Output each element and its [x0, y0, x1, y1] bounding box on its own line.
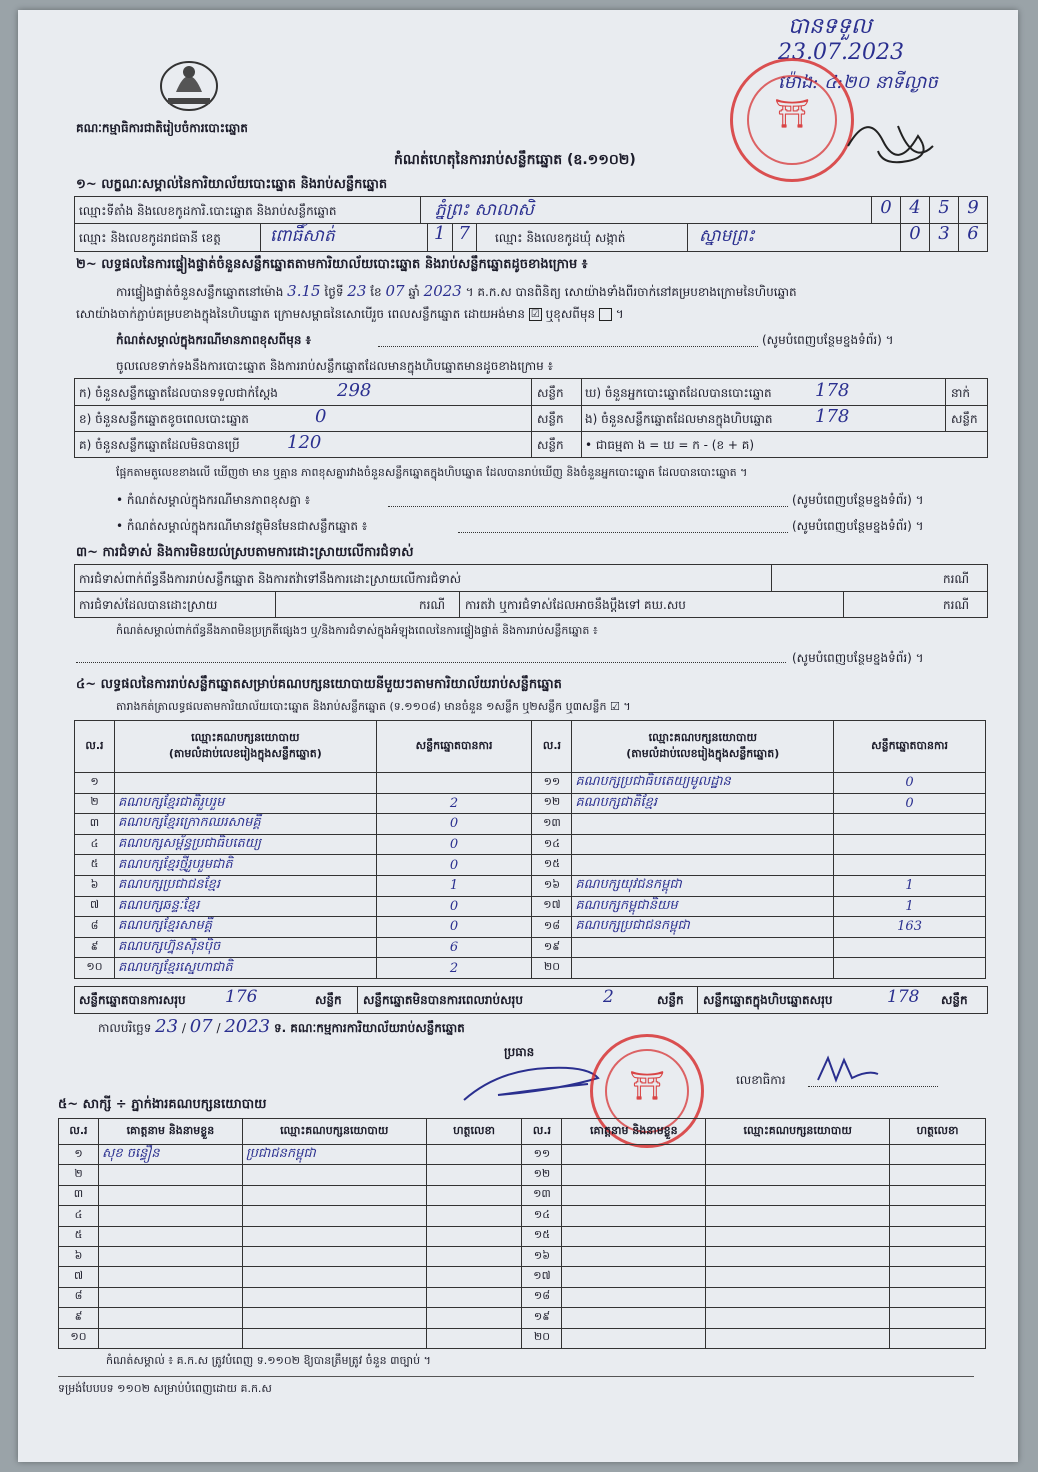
vote-count — [834, 937, 986, 958]
row-number: ១៩ — [532, 937, 572, 958]
row-number: ២ — [75, 793, 115, 814]
secretary-signature — [808, 1050, 888, 1090]
figures-box: ក) ចំនួនសន្លឹកឆ្នោតដែលបានទទួលជាក់ស្តែង 298 សន្លឹក ខ) ចំនួនសន្លឹកឆ្នោតខូចពេលបោះឆ្នោត 0 សន្លឹក គ) ចំនួនសន្លឹកឆ្នោតដែលមិនបានប្រើ 120 សន្លឹក ឃ) ចំនួនអ្នកបោះឆ្នោតដែលបានបោះឆ្នោត 178 នាក់ ង) ចំនួនសន្លឹកឆ្នោតដែលមានក្នុងហិបឆ្នោត 178 សន្លឹក • ជាធម្មតា ង = ឃ = ក - (ខ + គ) — [74, 378, 988, 458]
party-name — [572, 834, 834, 855]
witness-name — [562, 1145, 706, 1165]
row-number: ៣ — [59, 1185, 99, 1205]
row-number: ១ — [59, 1145, 99, 1165]
vote-count: 0 — [834, 773, 986, 794]
witness-signature — [890, 1206, 986, 1226]
total-invalid: 2 — [603, 987, 614, 1007]
objection-box: ការជំទាស់ពាក់ព័ន្ធនឹងការរាប់សន្លឹកឆ្នោត និងការតវ៉ាទៅនឹងការដោះស្រាយលើការជំទាស់ ករណី ការជំទាស់ដែលបានដោះស្រាយ ករណី ការតវ៉ា ឬការជំទាស់ដែលអាចនឹងប្តឹងទៅ គឃ.សប ករណី — [74, 564, 988, 618]
checkbox-different[interactable] — [599, 308, 612, 321]
party-name: គណបក្សហ្វ៊ុនស៊ិនប៉ិច — [114, 937, 376, 958]
commune-code: 0 3 6 — [900, 223, 987, 251]
witness-party — [242, 1226, 426, 1246]
witness-name — [98, 1246, 242, 1266]
party-name — [114, 773, 376, 794]
row-number: ៥ — [59, 1226, 99, 1246]
witness-party — [706, 1206, 890, 1226]
witness-row — [59, 1185, 986, 1205]
party-name: គណបក្សប្រជាជនកម្ពុជា — [572, 917, 834, 938]
spoiled-count-value: 0 — [315, 406, 327, 427]
witness-signature — [890, 1145, 986, 1165]
witness-signature — [426, 1308, 522, 1328]
witness-name — [98, 1308, 242, 1328]
section1-title: ១~ លក្ខណៈសម្គាល់នៃការិយាល័យបោះឆ្នោត និងរាប់សន្លឹកឆ្នោត — [76, 177, 388, 192]
chair-label: ប្រធាន — [504, 1045, 535, 1059]
row-number: ១៩ — [522, 1308, 562, 1328]
party-name — [572, 958, 834, 979]
objection-resolved: ការជំទាស់ដែលបានដោះស្រាយ — [79, 598, 218, 612]
witness-name — [562, 1226, 706, 1246]
form-sheet: គណៈកម្មាធិការជាតិរៀបចំការបោះឆ្នោត កំណត់ហេតុនៃការរាប់សន្លឹកឆ្នោត (ឧ.១១០២) បានទទួល 23.07.2023 ម៉ោង: ៤:២០ នាទីល្ងាច ⛩ ១~ លក្ខណៈសម្គាល់នៃការិយាល័យបោះឆ្នោត និងរាប់សន្លឹកឆ្នោត ឈ្មោះទីតាំង និងលេខកូដការិ.បោះឆ្នោត និងរាប់សន្លឹកឆ្នោត ភ្នំព្រះ សាលាសិ 0 4 5 9 ឈ្មោះ និងលេខកូដរាជធានី ខេត្ត ពោធិ៍សាត់ 1 7 ឈ្មោះ និងលេខកូដឃុំ សង្កាត់ ស្នាមព្រះ 0 3 6 ២~ លទ្ធផលនៃការផ្ទៀងផ្ទាត់ចំនួនសន្លឹកឆ្នោតតាមការិយាល័យបោះឆ្នោត និងរាប់សន្លឹកឆ្នោតដូចខាងក្រោម ៖ ការផ្ទៀងផ្ទាត់ចំនួនសន្លឹកឆ្នោតនៅម៉ោង 3.15 ថ្ងៃទី 23 ខែ 07 ឆ្នាំ 2023 ។ គ.ក.ស បានពិនិត្យ សោយ៉ាងទាំងពីរចាក់នៅគម្របខាងក្រោមនៃហិបឆ្នោត សោយ៉ាងចាក់ភ្ជាប់គម្របខាងក្នុងនៃហិបឆ្នោត ក្រោមសម្ពាធនៃសោបើរួច ពេលសន្លឹកឆ្នោត ដោយអង់មាន ☑ ឬខុសពីមុន ។ កំណត់សម្គាល់ក្នុងករណីមានភាពខុសពីមុន ៖ (សូមបំពេញបន្ថែមខ្នងទំព័រ) ។ ចូលលេខទាក់ទងនឹងការបោះឆ្នោត និងការរាប់សន្លឹកឆ្នោតដែលមានក្នុងហិបឆ្នោតមានដូចខាងក្រោម ៖ ក) ចំនួនសន្លឹកឆ្នោតដែលបានទទួលជាក់ស្តែង 298 សន្លឹក ខ) ចំនួនសន្លឹកឆ្នោតខូចពេលបោះឆ្នោត 0 សន្លឹក គ) ចំនួនសន្លឹកឆ្នោតដែលមិនបានប្រើ 120 សន្លឹក ឃ) ចំនួនអ្នកបោះឆ្នោតដែលបានបោះឆ្នោត 178 នាក់ ង) ចំនួនសន្លឹកឆ្នោតដែលមានក្នុងហិបឆ្នោត 178 សន្លឹក • ជាធម្មតា ង = ឃ = ក - (ខ + គ) ផ្អែកតាមតួលេខខាងលើ ឃើញថា មាន ឬគ្មាន ភាពខុសគ្នារវាងចំនួនសន្លឹកឆ្នោតក្នុងហិបឆ្នោត ដែលបានរាប់ឃើញ និងចំនួនអ្នកបោះឆ្នោត ដែលបានបោះឆ្នោត ។ • កំណត់សម្គាល់ក្នុងករណីមានភាពខុសគ្នា ៖ (សូមបំពេញបន្ថែមខ្នងទំព័រ) ។ • កំណត់សម្គាល់ក្នុងករណីមានវត្ថុមិនមែនជាសន្លឹកឆ្នោត ៖ (សូមបំពេញបន្ថែមខ្នងទំព័រ) ។ ៣~ ការជំទាស់ និងការមិនយល់ស្របតាមការដោះស្រាយលើការជំទាស់ ការជំទាស់ពាក់ព័ន្ធនឹងការរាប់សន្លឹកឆ្នោត និងការតវ៉ាទៅនឹងការដោះស្រាយលើការជំទាស់ ករណី ការជំទាស់ដែលបានដោះស្រាយ ករណី ការតវ៉ា ឬការជំទាស់ដែលអាចនឹងប្តឹងទៅ គឃ.សប ករណី កំណត់សម្គាល់ពាក់ព័ន្ធនឹងភាពមិនប្រក្រតីផ្សេងៗ ឬ/និងការជំទាស់ក្នុងអំឡុងពេលនៃការផ្ទៀងផ្ទាត់ និងការរាប់សន្លឹកឆ្នោត ៖ (សូមបំពេញបន្ថែមខ្នងទំព័រ) ។ ៤~ លទ្ធផលនៃការរាប់សន្លឹកឆ្នោតសម្រាប់គណបក្សនយោបាយនីមួយៗតាមការិយាល័យរាប់សន្លឹកឆ្នោត តារាងកត់ត្រាលទ្ធផលតាមការិយាល័យបោះឆ្នោត និងរាប់សន្លឹកឆ្នោត (ទ.១១០៨) មានចំនួន ១សន្លឹក ឬ២សន្លឹក ឬ៣សន្លឹក ☑ ។ ល.រ ឈ្មោះគណបក្សនយោបាយ (តាមលំដាប់លេខរៀងក្នុងសន្លឹកឆ្នោត) សន្លឹកឆ្នោតបានការ ល.រ ឈ្មោះគណបក្សនយោបាយ (តាមលំដាប់លេខរៀងក្នុងសន្លឹកឆ្នោត) សន្លឹកឆ្នោតបានការ ១ ១១ គណបក្សប្រជាធិបតេយ្យមូលដ្ឋាន 0 ២ គណបក្សខ្មែរជាតិរួបរួម 2 ១២ គណបក្សជាតិខ្មែរ 0 ៣ គណបក្សខ្មែរក្រោកឈរសាមគ្គី 0 ១៣ ៤ គណបក្សសម្ព័ន្ធប្រជាធិបតេយ្យ 0 ១៤ ៥ គណបក្សខ្មែរថ្មីរួបរួមជាតិ 0 ១៥ ៦ គណបក្សប្រជាជនខ្មែរ 1 ១៦ គណបក្សយុវជនកម្ពុជា 1 ៧ គណបក្សឆន្ទៈខ្មែរ 0 ១៧ គណបក្សកម្ពុជានិយម 1 ៨ គណបក្សខ្មែរសាមគ្គី 0 ១៨ គណបក្សប្រជាជនកម្ពុជា 163 ៩ គណបក្សហ្វ៊ុនស៊ិនប៉ិច 6 ១៩ ១០ គណបក្សខ្មែរស្នេហាជាតិ 2 ២០ សន្លឹកឆ្នោតបានការសរុប 176 សន្លឹក សន្លឹកឆ្នោតមិនបានការពេលរាប់សរុប 2 សន្លឹក សន្លឹកឆ្នោតក្នុងហិបឆ្នោតសរុប 178 សន្លឹក កាលបរិច្ឆេទ 23 / 07 / 2023 ទ. គណៈកម្មការការិយាល័យរាប់សន្លឹកឆ្នោត ប្រធាន ⛩ លេខាធិការ ៥~ សាក្សី ÷ ភ្នាក់ងារគណបក្សនយោបាយ ល.រ គោត្តនាម និងនាមខ្លួន ឈ្មោះគណបក្សនយោបាយ ហត្ថលេខា ល.រ គោត្តនាម និងនាមខ្លួន ឈ្មោះគណបក្សនយោបាយ ហត្ថលេខា ១ សុខ ចន្ធឿន ប្រជាជនកម្ពុជា ១១ ២ ១២ ៣ ១៣ ៤ ១៤ ៥ ១៥ ៦ ១៦ ៧ ១៧ ៨ ១៨ ៩ ១៩ ១០ ២០ កំណត់សម្គាល់ ៖ គ.ក.ស ត្រូវបំពេញ ទ.១១០២ ឱ្យបានត្រឹមត្រូវ ចំនួន ៣ច្បាប់ ។ ទម្រង់បែបបទ ១១០២ សម្រាប់បំពេញដោយ គ.ក.ស — [18, 10, 1018, 1462]
witness-row — [59, 1287, 986, 1307]
row-number: ១៧ — [532, 896, 572, 917]
voters-count-label: ឃ) ចំនួនអ្នកបោះឆ្នោតដែលបានបោះឆ្នោត — [585, 386, 772, 400]
vote-count: 2 — [376, 793, 532, 814]
results-row — [75, 937, 986, 958]
witness-party — [242, 1185, 426, 1205]
formula: • ជាធម្មតា ង = ឃ = ក - (ខ + គ) — [585, 438, 755, 452]
results-row — [75, 875, 986, 896]
witness-name — [98, 1185, 242, 1205]
witness-signature — [426, 1246, 522, 1266]
row-number: ១២ — [522, 1165, 562, 1185]
discrepancy-check: ផ្អែកតាមតួលេខខាងលើ ឃើញថា មាន ឬគ្មាន ភាពខុសគ្នារវាងចំនួនសន្លឹកឆ្នោតក្នុងហិបឆ្នោត ដែលបានរាប់ឃើញ និងចំនួនអ្នកបោះឆ្នោត ដែលបានបោះឆ្នោត ។ — [116, 466, 748, 479]
party-name — [572, 937, 834, 958]
witness-row — [59, 1206, 986, 1226]
royal-emblem-icon — [154, 52, 224, 114]
verify-hour: 3.15 — [287, 282, 321, 300]
row-number: ១០ — [59, 1328, 99, 1348]
results-row — [75, 917, 986, 938]
witness-party — [706, 1185, 890, 1205]
party-name: គណបក្សប្រជាធិបតេយ្យមូលដ្ឋាន — [572, 773, 834, 794]
witness-party — [242, 1246, 426, 1266]
row-number: ១៦ — [532, 875, 572, 896]
verify-year: 2023 — [423, 282, 462, 300]
tally-sheet-count: តារាងកត់ត្រាលទ្ធផលតាមការិយាល័យបោះឆ្នោត និងរាប់សន្លឹកឆ្នោត (ទ.១១០៨) មានចំនួន ១សន្លឹក ឬ២សន្លឹក ឬ៣សន្លឹក ☑ ។ — [116, 700, 631, 713]
section2-title: ២~ លទ្ធផលនៃការផ្ទៀងផ្ទាត់ចំនួនសន្លឹកឆ្នោតតាមការិយាល័យបោះឆ្នោត និងរាប់សន្លឹកឆ្នោតដូចខាងក្រោម ៖ — [76, 257, 588, 272]
party-name: គណបក្សខ្មែរសាមគ្គី — [114, 917, 376, 938]
witness-signature — [890, 1185, 986, 1205]
commune-value: ស្នាមព្រះ — [699, 226, 755, 246]
party-name: គណបក្សកម្ពុជានិយម — [572, 896, 834, 917]
unused-count-label: គ) ចំនួនសន្លឹកឆ្នោតដែលមិនបានប្រើ — [79, 438, 240, 452]
vote-count: 0 — [376, 814, 532, 835]
objection-row1: ការជំទាស់ពាក់ព័ន្ធនឹងការរាប់សន្លឹកឆ្នោត និងការតវ៉ាទៅនឹងការដោះស្រាយលើការជំទាស់ — [79, 572, 462, 586]
vote-count: 6 — [376, 937, 532, 958]
province-label: ឈ្មោះ និងលេខកូដរាជធានី ខេត្ត — [79, 231, 221, 245]
witness-signature — [426, 1165, 522, 1185]
box-count-value: 178 — [815, 406, 850, 427]
party-name: គណបក្សឆន្ទៈខ្មែរ — [114, 896, 376, 917]
row-number: ៩ — [59, 1308, 99, 1328]
results-row — [75, 958, 986, 979]
results-row — [75, 896, 986, 917]
received-count-label: ក) ចំនួនសន្លឹកឆ្នោតដែលបានទទួលជាក់ស្តែង — [79, 386, 278, 400]
witness-name — [98, 1226, 242, 1246]
row-number: ៥ — [75, 855, 115, 876]
discrepancy-note: • កំណត់សម្គាល់ក្នុងករណីមានភាពខុសគ្នា ៖ — [116, 493, 311, 507]
witness-party: ប្រជាជនកម្ពុជា — [242, 1145, 426, 1165]
witness-signature — [426, 1267, 522, 1287]
witness-signature — [890, 1287, 986, 1307]
footnote: កំណត់សម្គាល់ ៖ គ.ក.ស ត្រូវបំពេញ ទ.១១០២ ឱ្យបានត្រឹមត្រូវ ចំនួន ៣ច្បាប់ ។ — [106, 1354, 431, 1367]
witness-name: សុខ ចន្ធឿន — [98, 1145, 242, 1165]
witness-name — [98, 1206, 242, 1226]
witness-party — [706, 1267, 890, 1287]
witness-party — [242, 1308, 426, 1328]
witness-name — [562, 1165, 706, 1185]
party-name: គណបក្សជាតិខ្មែរ — [572, 793, 834, 814]
signature-top — [838, 106, 948, 176]
row-number: ១៣ — [522, 1185, 562, 1205]
row-number: ១៥ — [532, 855, 572, 876]
witness-table: ល.រ គោត្តនាម និងនាមខ្លួន ឈ្មោះគណបក្សនយោបាយ ហត្ថលេខា ល.រ គោត្តនាម និងនាមខ្លួន ឈ្មោះគណបក្សនយោបាយ ហត្ថលេខា ១ សុខ ចន្ធឿន ប្រជាជនកម្ពុជា ១១ ២ ១២ ៣ ១៣ ៤ ១៤ ៥ ១៥ ៦ ១៦ ៧ ១៧ ៨ ១៨ ៩ ១៩ ១០ ២០ — [58, 1118, 986, 1349]
results-row — [75, 773, 986, 794]
witness-row — [59, 1308, 986, 1328]
witness-name — [562, 1246, 706, 1266]
party-name: គណបក្សប្រជាជនខ្មែរ — [114, 875, 376, 896]
witness-row — [59, 1246, 986, 1266]
objection-appeal: ការតវ៉ា ឬការជំទាស់ដែលអាចនឹងប្តឹងទៅ គឃ.សប — [465, 598, 686, 612]
irregularity-note: កំណត់សម្គាល់ពាក់ព័ន្ធនឹងភាពមិនប្រក្រតីផ្សេងៗ ឬ/និងការជំទាស់ក្នុងអំឡុងពេលនៃការផ្ទៀងផ្ទាត់ និងការរាប់សន្លឹកឆ្នោត ៖ — [116, 624, 598, 637]
party-name: គណបក្សខ្មែរស្នេហាជាតិ — [114, 958, 376, 979]
witness-signature — [426, 1287, 522, 1307]
spoiled-count-label: ខ) ចំនួនសន្លឹកឆ្នោតខូចពេលបោះឆ្នោត — [79, 412, 249, 426]
row-number: ៧ — [75, 896, 115, 917]
row-number: ១ — [75, 773, 115, 794]
witness-party — [242, 1287, 426, 1307]
results-row — [75, 793, 986, 814]
witness-name — [562, 1287, 706, 1307]
voters-count-value: 178 — [815, 380, 850, 401]
party-name — [572, 855, 834, 876]
witness-signature — [890, 1308, 986, 1328]
witness-signature — [890, 1165, 986, 1185]
verify-line1: ការផ្ទៀងផ្ទាត់ចំនួនសន្លឹកឆ្នោតនៅម៉ោង 3.15 ថ្ងៃទី 23 ខែ 07 ឆ្នាំ 2023 ។ គ.ក.ស បានពិនិត្យ សោយ៉ាងទាំងពីរចាក់នៅគម្របខាងក្រោមនៃហិបឆ្នោត — [116, 282, 797, 300]
row-number: ៤ — [59, 1206, 99, 1226]
commune-label: ឈ្មោះ និងលេខកូដឃុំ សង្កាត់ — [495, 231, 626, 245]
section5-title: ៥~ សាក្សី ÷ ភ្នាក់ងារគណបក្សនយោបាយ — [58, 1097, 267, 1112]
witness-signature — [890, 1226, 986, 1246]
province-code: 1 7 — [427, 223, 477, 251]
official-seal-stamp: ⛩ — [730, 58, 854, 182]
unused-count-value: 120 — [287, 432, 322, 453]
row-number: ១៧ — [522, 1267, 562, 1287]
row-number: ១៦ — [522, 1246, 562, 1266]
row-number: ៦ — [75, 875, 115, 896]
box-count-label: ង) ចំនួនសន្លឹកឆ្នោតដែលមានក្នុងហិបឆ្នោត — [585, 412, 773, 426]
row-number: ១៤ — [522, 1206, 562, 1226]
vote-count — [834, 958, 986, 979]
witness-party — [242, 1206, 426, 1226]
witness-name — [562, 1185, 706, 1205]
witness-row — [59, 1328, 986, 1348]
row-number: ៨ — [75, 917, 115, 938]
row-number: ១៣ — [532, 814, 572, 835]
figures-intro: ចូលលេខទាក់ទងនឹងការបោះឆ្នោត និងការរាប់សន្លឹកឆ្នោតដែលមានក្នុងហិបឆ្នោតមានដូចខាងក្រោម ៖ — [116, 359, 553, 373]
witness-signature — [426, 1226, 522, 1246]
location-label: ឈ្មោះទីតាំង និងលេខកូដការិ.បោះឆ្នោត និងរាប់សន្លឹកឆ្នោត — [79, 204, 337, 218]
vote-count: 163 — [834, 917, 986, 938]
witness-name — [562, 1308, 706, 1328]
verify-line2: សោយ៉ាងចាក់ភ្ជាប់គម្របខាងក្នុងនៃហិបឆ្នោត ក្រោមសម្ពាធនៃសោបើរួច ពេលសន្លឹកឆ្នោត ដោយអង់មាន ☑ ឬខុសពីមុន ។ — [76, 307, 624, 321]
location-value: ភ្នំព្រះ សាលាសិ — [435, 200, 534, 220]
party-name: គណបក្សយុវជនកម្ពុជា — [572, 875, 834, 896]
witness-party — [242, 1165, 426, 1185]
party-name — [572, 814, 834, 835]
party-name: គណបក្សខ្មែរជាតិរួបរួម — [114, 793, 376, 814]
row-number: ៨ — [59, 1287, 99, 1307]
row-number: ៧ — [59, 1267, 99, 1287]
totals-row: សន្លឹកឆ្នោតបានការសរុប 176 សន្លឹក សន្លឹកឆ្នោតមិនបានការពេលរាប់សរុប 2 សន្លឹក សន្លឹកឆ្នោតក្នុងហិបឆ្នោតសរុប 178 សន្លឹក — [74, 986, 988, 1014]
witness-party — [242, 1328, 426, 1348]
row-number: ២ — [59, 1165, 99, 1185]
witness-name — [562, 1267, 706, 1287]
vote-count: 0 — [376, 834, 532, 855]
witness-signature — [426, 1145, 522, 1165]
witness-party — [242, 1267, 426, 1287]
section3-title: ៣~ ការជំទាស់ និងការមិនយល់ស្របតាមការដោះស្រាយលើការជំទាស់ — [76, 545, 414, 560]
committee-seal-stamp: ⛩ — [590, 1034, 704, 1148]
witness-signature — [890, 1328, 986, 1348]
results-row — [75, 855, 986, 876]
witness-party — [706, 1308, 890, 1328]
witness-signature — [426, 1328, 522, 1348]
witness-row — [59, 1267, 986, 1287]
party-name: គណបក្សខ្មែរក្រោកឈរសាមគ្គី — [114, 814, 376, 835]
witness-row — [59, 1226, 986, 1246]
chair-signature — [458, 1050, 608, 1110]
witness-signature — [890, 1267, 986, 1287]
row-number: ៤ — [75, 834, 115, 855]
row-number: ១៤ — [532, 834, 572, 855]
secretary-label: លេខាធិការ — [736, 1073, 786, 1087]
total-in-box: 178 — [887, 987, 920, 1007]
form-title: កំណត់ហេតុនៃការរាប់សន្លឹកឆ្នោត (ឧ.១១០២) — [394, 152, 636, 168]
witness-party — [706, 1328, 890, 1348]
party-name: គណបក្សសម្ព័ន្ធប្រជាធិបតេយ្យ — [114, 834, 376, 855]
witness-party — [706, 1246, 890, 1266]
received-note: បានទទួល — [788, 14, 872, 39]
received-time: ម៉ោង: ៤:២០ នាទីល្ងាច — [778, 72, 938, 93]
vote-count: 1 — [834, 896, 986, 917]
row-number: ២០ — [522, 1328, 562, 1348]
row-number: ១២ — [532, 793, 572, 814]
checkbox-same[interactable]: ☑ — [529, 308, 542, 321]
witness-party — [706, 1145, 890, 1165]
vote-count: 0 — [376, 917, 532, 938]
row-number: ១១ — [522, 1145, 562, 1165]
vote-count: 2 — [376, 958, 532, 979]
vote-count — [834, 834, 986, 855]
witness-party — [706, 1226, 890, 1246]
witness-name — [98, 1287, 242, 1307]
vote-count — [834, 855, 986, 876]
date-line: កាលបរិច្ឆេទ 23 / 07 / 2023 ទ. គណៈកម្មការការិយាល័យរាប់សន្លឹកឆ្នោត — [98, 1016, 465, 1037]
witness-row — [59, 1165, 986, 1185]
witness-party — [706, 1165, 890, 1185]
province-value: ពោធិ៍សាត់ — [270, 226, 335, 246]
party-name: គណបក្សខ្មែរថ្មីរួបរួមជាតិ — [114, 855, 376, 876]
total-valid: 176 — [225, 987, 258, 1007]
location-code: 0 4 5 9 — [871, 197, 987, 223]
witness-name — [98, 1328, 242, 1348]
row-number: ៦ — [59, 1246, 99, 1266]
verify-day: 23 — [347, 282, 367, 300]
section4-title: ៤~ លទ្ធផលនៃការរាប់សន្លឹកឆ្នោតសម្រាប់គណបក្សនយោបាយនីមួយៗតាមការិយាល័យរាប់សន្លឹកឆ្នោត — [76, 677, 562, 692]
verify-month: 07 — [385, 282, 405, 300]
row-number: ៩ — [75, 937, 115, 958]
witness-name — [562, 1206, 706, 1226]
witness-name — [98, 1165, 242, 1185]
vote-count — [834, 814, 986, 835]
results-row — [75, 834, 986, 855]
committee-name: គណៈកម្មាធិការជាតិរៀបចំការបោះឆ្នោត — [76, 121, 248, 135]
row-number: ១១ — [532, 773, 572, 794]
witness-signature — [426, 1206, 522, 1226]
received-date: 23.07.2023 — [778, 40, 904, 65]
diff-note-label: កំណត់សម្គាល់ក្នុងករណីមានភាពខុសពីមុន ៖ — [116, 333, 311, 347]
vote-count: 0 — [376, 855, 532, 876]
witness-name — [98, 1267, 242, 1287]
witness-party — [706, 1287, 890, 1307]
row-number: ២០ — [532, 958, 572, 979]
row-number: ១៨ — [532, 917, 572, 938]
vote-count: 0 — [834, 793, 986, 814]
witness-row — [59, 1145, 986, 1165]
row-number: ៣ — [75, 814, 115, 835]
witness-name — [562, 1328, 706, 1348]
row-number: ១៥ — [522, 1226, 562, 1246]
form-footer: ទម្រង់បែបបទ ១១០២ សម្រាប់បំពេញដោយ គ.ក.ស — [58, 1382, 272, 1395]
vote-count: 1 — [376, 875, 532, 896]
foreign-object-note: • កំណត់សម្គាល់ក្នុងករណីមានវត្ថុមិនមែនជាសន្លឹកឆ្នោត ៖ — [116, 519, 368, 533]
vote-count — [376, 773, 532, 794]
witness-signature — [426, 1185, 522, 1205]
witness-signature — [890, 1246, 986, 1266]
row-number: ១៨ — [522, 1287, 562, 1307]
section1-box — [74, 196, 988, 252]
results-row — [75, 814, 986, 835]
results-table: ល.រ ឈ្មោះគណបក្សនយោបាយ (តាមលំដាប់លេខរៀងក្នុងសន្លឹកឆ្នោត) សន្លឹកឆ្នោតបានការ ល.រ ឈ្មោះគណបក្សនយោបាយ (តាមលំដាប់លេខរៀងក្នុងសន្លឹកឆ្នោត) សន្លឹកឆ្នោតបានការ ១ ១១ គណបក្សប្រជាធិបតេយ្យមូលដ្ឋាន 0 ២ គណបក្សខ្មែរជាតិរួបរួម 2 ១២ គណបក្សជាតិខ្មែរ 0 ៣ គណបក្សខ្មែរក្រោកឈរសាមគ្គី 0 ១៣ ៤ គណបក្សសម្ព័ន្ធប្រជាធិបតេយ្យ 0 ១៤ ៥ គណបក្សខ្មែរថ្មីរួបរួមជាតិ 0 ១៥ ៦ គណបក្សប្រជាជនខ្មែរ 1 ១៦ គណបក្សយុវជនកម្ពុជា 1 ៧ គណបក្សឆន្ទៈខ្មែរ 0 ១៧ គណបក្សកម្ពុជានិយម 1 ៨ គណបក្សខ្មែរសាមគ្គី 0 ១៨ គណបក្សប្រជាជនកម្ពុជា 163 ៩ គណបក្សហ្វ៊ុនស៊ិនប៉ិច 6 ១៩ ១០ គណបក្សខ្មែរស្នេហាជាតិ 2 ២០ — [74, 720, 986, 979]
received-count-value: 298 — [337, 380, 372, 401]
vote-count: 0 — [376, 896, 532, 917]
vote-count: 1 — [834, 875, 986, 896]
row-number: ១០ — [75, 958, 115, 979]
